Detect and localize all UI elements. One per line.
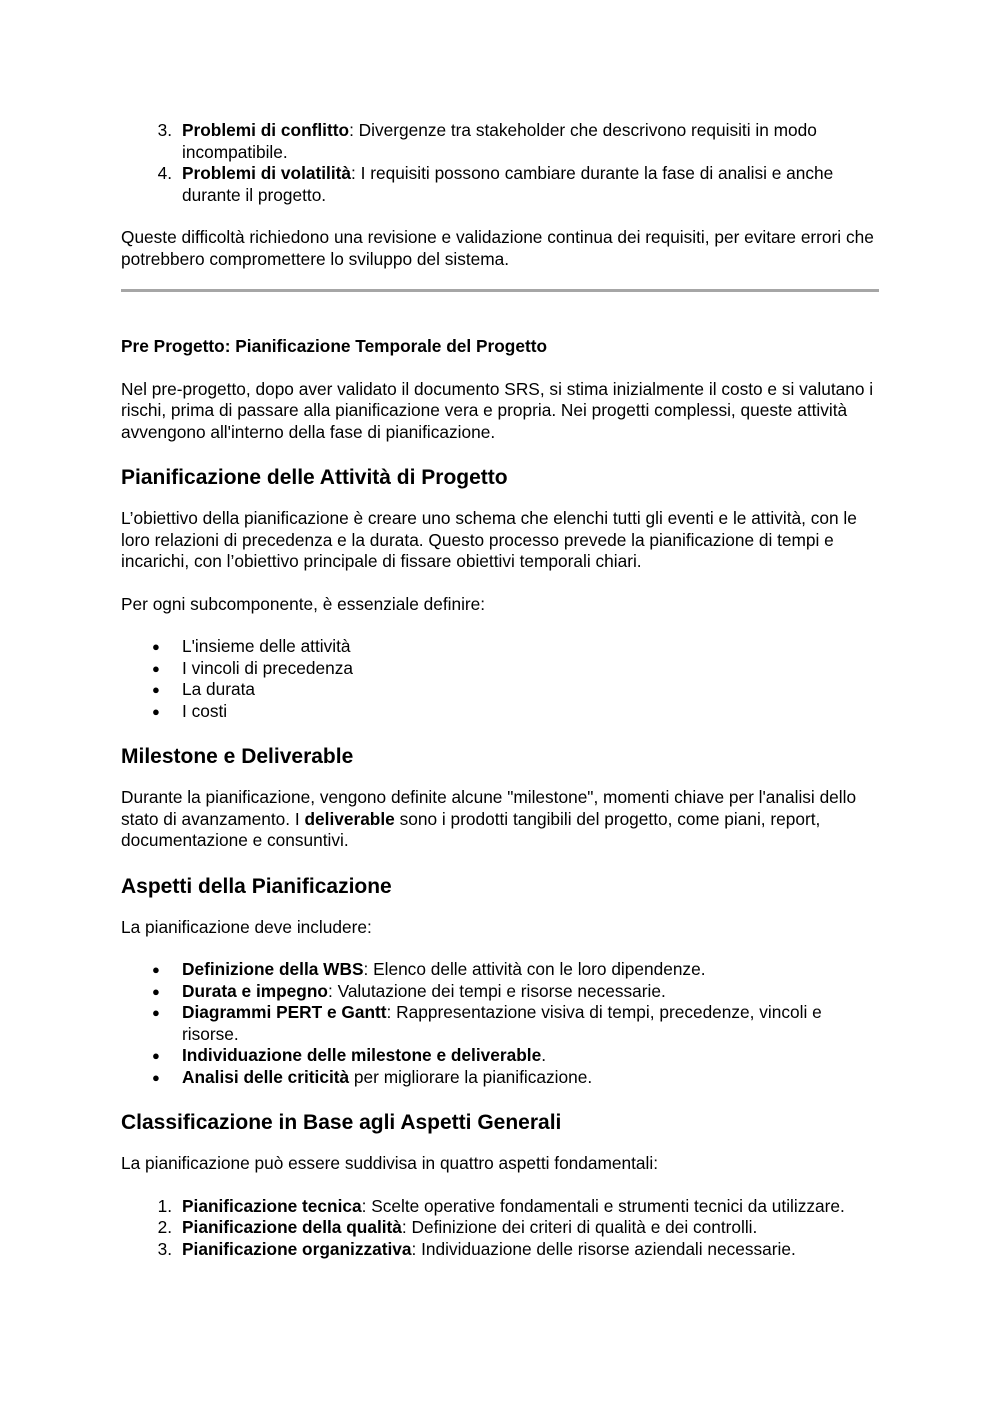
- attivita-lead: Per ogni subcomponente, è essenziale definire:: [121, 593, 486, 614]
- list-item: [121, 981, 881, 1003]
- list-text: L'insieme delle attività: [182, 636, 351, 656]
- list-item: [121, 658, 881, 680]
- list-term: Durata e impegno: [182, 980, 328, 1001]
- intro-paragraph: Queste difficoltà richiedono una revisione e validazione continua dei requisiti, per evitare errori che potrebbero compromettere lo sviluppo del sistema.: [121, 227, 874, 269]
- difficulty-list: [121, 120, 881, 206]
- bullet-icon: ●: [152, 962, 160, 977]
- document-page: [121, 120, 881, 1260]
- bullet-icon: ●: [152, 682, 160, 697]
- section-heading-classificazione: Classificazione in Base agli Aspetti Generali: [121, 1111, 562, 1134]
- list-item: [121, 1045, 881, 1067]
- list-text: .: [541, 1045, 546, 1065]
- attivita-paragraph: L’obiettivo della pianificazione è creare uno schema che elenchi tutti gli eventi e le attività, con le loro relazioni di precedenza e la durata. Questo processo prevede la pianificazione di tempi e incarichi, con l’obiettivo principale di fissare obiettivi temporali chiari.: [121, 508, 857, 571]
- classificazione-lead: La pianificazione può essere suddivisa in quattro aspetti fondamentali:: [121, 1153, 659, 1173]
- list-text: I costi: [182, 700, 228, 721]
- list-number: 2.: [157, 1217, 172, 1237]
- paragraph-bold: deliverable: [304, 808, 395, 829]
- list-term: Definizione della WBS: [182, 959, 364, 979]
- list-text: per migliorare la pianificazione.: [349, 1066, 593, 1087]
- preprogetto-paragraph: Nel pre-progetto, dopo aver validato il documento SRS, si stima inizialmente il costo e si valutano i rischi, prima di passare alla pianificazione vera e propria. Nei progetti complessi, queste attività avvengono all'interno della fase di pianificazione.: [121, 378, 874, 442]
- aspetti-list: [121, 959, 881, 1088]
- list-text: : Definizione dei criteri di qualità e dei controlli.: [401, 1217, 758, 1237]
- list-item: [121, 1217, 881, 1239]
- list-term: Problemi di volatilità: [182, 163, 352, 183]
- aspetti-lead: La pianificazione deve includere:: [121, 916, 372, 937]
- list-number: 3.: [157, 120, 172, 140]
- section-heading-aspetti: Aspetti della Pianificazione: [121, 874, 392, 898]
- bullet-icon: ●: [152, 1048, 160, 1063]
- list-text: : I requisiti possono cambiare durante la fase di analisi e anche durante il progetto.: [182, 163, 834, 205]
- list-text: : Elenco delle attività con le loro dipendenze.: [363, 959, 706, 979]
- milestone-paragraph: [121, 787, 881, 852]
- bullet-icon: ●: [152, 660, 160, 676]
- list-term: Pianificazione organizzativa: [182, 1238, 412, 1259]
- list-item: [121, 1002, 881, 1045]
- attivita-list: [121, 636, 881, 722]
- list-term: Pianificazione tecnica: [182, 1195, 362, 1216]
- list-number: 1.: [157, 1195, 172, 1216]
- bullet-icon: ●: [152, 1005, 160, 1020]
- list-item: [121, 959, 881, 981]
- section-heading-preprogetto: Pre Progetto: Pianificazione Temporale del Progetto: [121, 336, 548, 356]
- list-term: Analisi delle criticità: [182, 1066, 350, 1087]
- list-term: Pianificazione della qualità: [182, 1217, 402, 1237]
- bullet-icon: ●: [152, 703, 160, 719]
- list-text: : Individuazione delle risorse aziendali necessarie.: [411, 1238, 796, 1259]
- list-text: I vincoli di precedenza: [182, 657, 353, 678]
- list-number: 3.: [157, 1238, 172, 1259]
- list-item: [121, 701, 881, 723]
- list-text: : Divergenze tra stakeholder che descrivono requisiti in modo incompatibile.: [182, 120, 817, 162]
- list-item: [121, 636, 881, 658]
- list-item: [121, 120, 881, 163]
- paragraph-text: Durante la pianificazione, vengono definite alcune "milestone", momenti chiave per l'analisi dello stato di avanzamento. I: [121, 787, 857, 829]
- list-number: 4.: [157, 163, 172, 183]
- classificazione-list: [121, 1196, 881, 1261]
- bullet-icon: ●: [152, 983, 160, 999]
- list-text: La durata: [182, 679, 256, 699]
- list-item: [121, 1067, 881, 1089]
- list-text: : Rappresentazione visiva di tempi, precedenze, vincoli e risorse.: [182, 1002, 822, 1044]
- list-term: Diagrammi PERT e Gantt: [182, 1002, 387, 1022]
- paragraph-text: sono i prodotti tangibili del progetto, come piani, report, documentazione e consuntivi.: [121, 808, 821, 850]
- list-text: : Valutazione dei tempi e risorse necessarie.: [327, 980, 666, 1001]
- list-term: Individuazione delle milestone e deliverable: [182, 1045, 542, 1065]
- section-heading-attivita: Pianificazione delle Attività di Progetto: [121, 466, 508, 489]
- list-text: : Scelte operative fondamentali e strumenti tecnici da utilizzare.: [361, 1195, 845, 1216]
- list-term: Problemi di conflitto: [182, 120, 350, 140]
- list-item: [121, 163, 881, 206]
- list-item: [121, 679, 881, 701]
- list-item: [121, 1239, 881, 1261]
- bullet-icon: ●: [152, 639, 160, 654]
- section-heading-milestone: Milestone e Deliverable: [121, 745, 354, 768]
- bullet-icon: ●: [152, 1069, 160, 1085]
- list-item: [121, 1196, 881, 1218]
